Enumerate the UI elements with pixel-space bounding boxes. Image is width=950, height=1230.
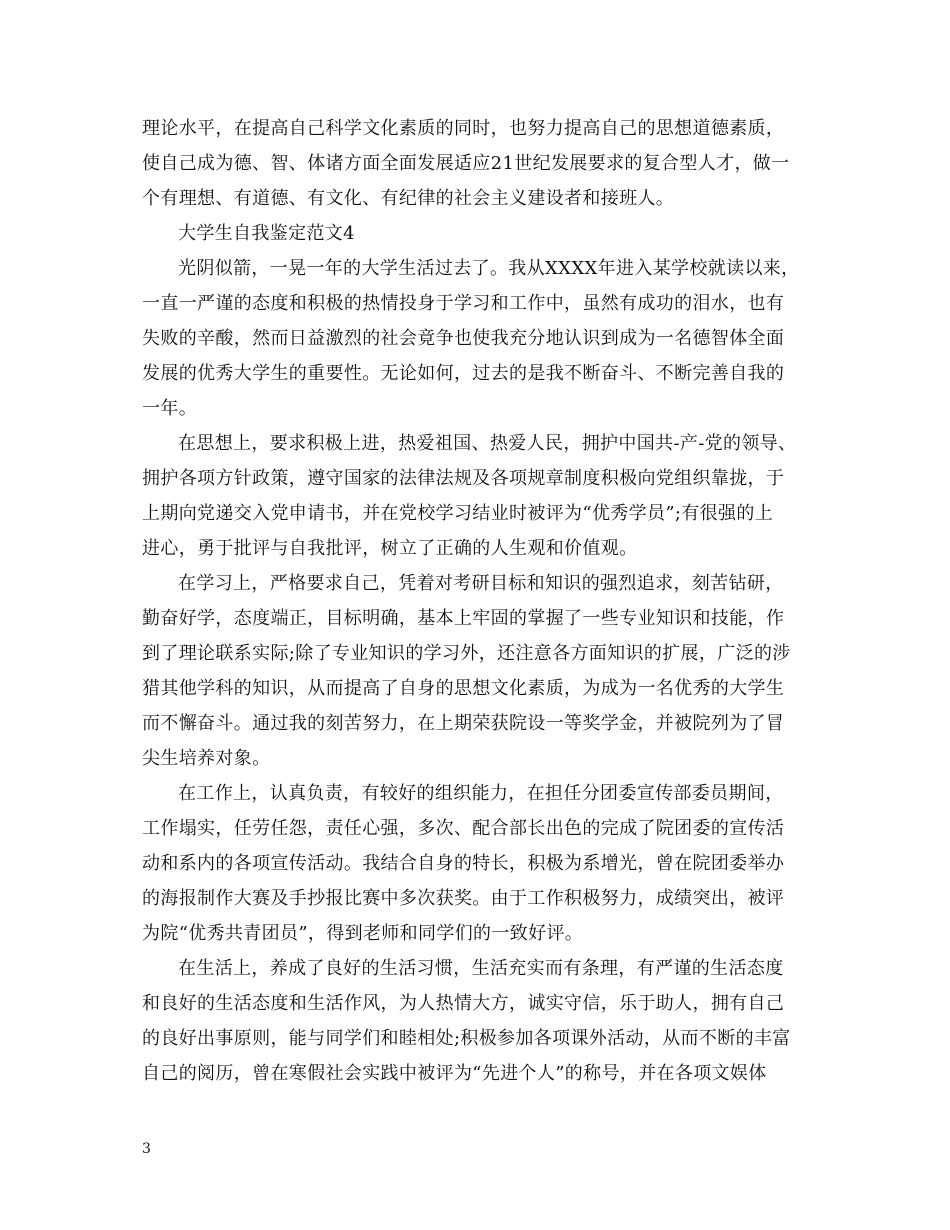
text-line: 在生活上，养成了良好的生活习惯，生活充实而有条理，有严谨的生活态度 (178, 958, 784, 979)
text-line: 动和系内的各项宣传活动。我结合自身的特长，积极为系增光，曾在院团委举办 (142, 853, 785, 874)
text-line: 使自己成为德、智、体诸方面全面发展适应21世纪发展要求的复合型人才，做一 (142, 153, 790, 174)
text-line: 在工作上，认真负责，有较好的组织能力，在担任分团委宣传部委员期间， (178, 783, 784, 804)
text-line: 一年。 (142, 398, 198, 419)
text-line: 尖生培养对象。 (142, 748, 271, 769)
text-line: 发展的优秀大学生的重要性。无论如何，过去的是我不断奋斗、不断完善自我的 (142, 363, 785, 384)
text-line: 的良好出事原则，能与同学们和睦相处;积极参加各项课外活动，从而不断的丰富 (142, 1028, 791, 1049)
text-line: 进心，勇于批评与自我批评，树立了正确的人生观和价值观。 (142, 538, 638, 559)
text-line: 的海报制作大赛及手抄报比赛中多次获奖。由于工作积极努力，成绩突出，被评 (142, 888, 785, 909)
text-line: 自己的阅历，曾在寒假社会实践中被评为“先进个人”的称号，并在各项文娱体 (142, 1063, 767, 1084)
text-line: 猎其他学科的知识，从而提高了自身的思想文化素质，为成为一名优秀的大学生 (142, 678, 785, 699)
text-line: 拥护各项方针政策，遵守国家的法律法规及各项规章制度积极向党组织靠拢，于 (142, 468, 785, 489)
text-line: 和良好的生活态度和生活作风，为人热情大方，诚实守信，乐于助人，拥有自己 (142, 993, 785, 1014)
text-line: 光阴似箭，一晃一年的大学生活过去了。我从XXXX年进入某学校就读以来， (178, 258, 800, 279)
text-line: 为院“优秀共青团员”，得到老师和同学们的一致好评。 (142, 923, 584, 944)
text-line: 而不懈奋斗。通过我的刻苦努力，在上期荣获院设一等奖学金，并被院列为了冒 (142, 713, 785, 734)
text-line: 在思想上，要求积极上进，热爱祖国、热爱人民，拥护中国共-产-党的领导、 (178, 433, 797, 454)
text-line: 理论水平，在提高自己科学文化素质的同时，也努力提高自己的思想道德素质， (142, 118, 785, 139)
text-line: 在学习上，严格要求自己，凭着对考研目标和知识的强烈追求，刻苦钻研， (178, 573, 784, 594)
text-line: 个有理想、有道德、有文化、有纪律的社会主义建设者和接班人。 (142, 188, 675, 209)
page-number: 3 (142, 1141, 151, 1157)
text-line: 工作塌实，任劳任怨，责任心强，多次、配合部长出色的完成了院团委的宣传活 (142, 818, 785, 839)
text-line: 到了理论联系实际;除了专业知识的学习外，还注意各方面知识的扩展，广泛的涉 (142, 643, 791, 664)
text-line: 上期向党递交入党申请书，并在党校学习结业时被评为“优秀学员”;有很强的上 (142, 503, 774, 524)
section-heading: 大学生自我鉴定范文4 (178, 223, 355, 244)
text-line: 失败的辛酸，然而日益激烈的社会竟争也使我充分地认识到成为一名德智体全面 (142, 328, 785, 349)
text-line: 勤奋好学，态度端正，目标明确，基本上牢固的掌握了一些专业知识和技能，作 (142, 608, 785, 629)
text-line: 一直一严谨的态度和积极的热情投身于学习和工作中，虽然有成功的泪水，也有 (142, 293, 785, 314)
